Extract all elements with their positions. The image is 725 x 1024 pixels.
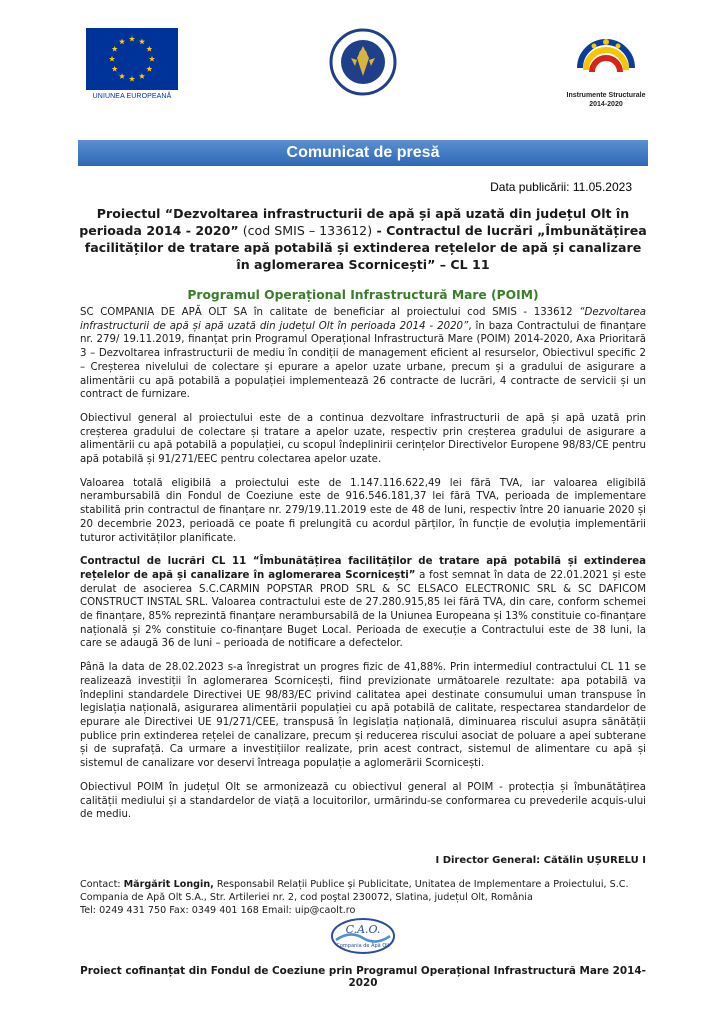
structural-instruments-logo [570,28,642,90]
contact-prefix: Contact: [80,879,124,890]
p4-text: a fost semnat în data de 22.01.2021 și este derulat de asocierea S.C.CARMIN POPSTAR PROD SRL & SC ELSACO ELECTRONIC SRL & SC DAFICOM CONSTRUCT INSTAL SRL. Valoarea contractului este de 27.280.915,85 lei fără TVA, din care, conform schemei de finanțare, 85% reprezintă finanțare nerambursabilă de la Uniunea Europeana și 13% constituie co-finanțare națională și 2% constituie co-finanțare Buget Local. Perioada de execuție a Contractului este de 38 luni, la care se adaugă 36 de luni – perioada de notificare a defectelor. [80,569,646,650]
contact-phone-email: Tel: 0249 431 750 Fax: 0349 401 168 Email: uip@caolt.ro [80,905,356,916]
footer-cofinancing-note: Proiect cofinanțat din Fondul de Coeziune prin Programul Operațional Infrastructură Mare 2014-2020 [80,965,646,989]
cao-logo-subtext: Compania de Apă Olt [336,943,390,949]
eu-flag-logo [86,28,178,90]
contact-line-1 [80,878,646,904]
publication-date: Data publicării: 11.05.2023 [490,180,632,194]
paragraph-progress: Până la data de 28.02.2023 s-a înregistrat un progres fizic de 41,88%. Prin intermediul contractului CL 11 se realizează investiții în aglomerarea Scornicești, fiind previzionate următoarele rezultate: apa potabilă va îndeplini standardele Directivei UE 98/83/EC privind calitatea apei destinate consumului uman transpuse în legislația națională, asigurarea alimentării populației cu apă potabilă de calitate, respectarea standardelor de epurare ale Directivei UE 91/271/CEE, transpusă în legislația națională, diminuarea riscului asupra sănătății publice prin extinderea rețelei de canalizare, precum și reducerea riscului asociat de poluare a apei subterane și de suprafață. Ca urmare a investițiilor realizate, prin acest contract, sistemul de alimentare cu apă și sistemul de canalizare vor deservi întreaga populație a aglomerării Scornicești. [80,662,646,770]
contact-block [80,878,646,917]
paragraph-contract [80,555,646,651]
paragraph-value: Valoarea totală eligibilă a proiectului este de 1.147.116.622,49 lei fără TVA, iar valoarea eligibilă nerambursabilă din Fondul de Coeziune este de 916.546.181,37 lei fără TVA, perioada de implementare stabilită prin contractul de finanțare nr. 279/19.11.2019 este de 48 de luni, respectiv între 20 ianuarie 2020 și 20 decembrie 2023, perioadă ce poate fi prelungită cu acordul părților, în funcție de evoluția implementării tuturor activităților planificate. [80,477,646,544]
header-logos [0,0,725,130]
document-title [78,205,648,273]
is-label-line2: 2014-2020 [589,101,623,108]
p4-contract-name: Contractul de lucrări CL 11 “Îmbunătățirea facilităților de tratare apă potabilă și extinderea rețelelor de apă și canalizare în aglomerarea Scornicești” [80,556,646,581]
cao-logo [330,916,396,956]
eu-label: UNIUNEA EUROPEANĂ [92,93,172,100]
p1-text-a: SC COMPANIA DE APĂ OLT SA în calitate de beneficiar al proiectului cod SMIS - 133612 [80,307,580,318]
paragraph-poim-objective: Obiectivul POIM în județul Olt se armonizează cu obiectivul general al POIM - protecția și îmbunătățirea calității mediului și a standardelor de viață a locuitorilor, urmărindu-se conformarea cu prevederile acquis-ului de mediu. [80,781,646,821]
is-label-line1: Instrumente Structurale [566,92,646,99]
press-release-banner: Comunicat de presă [78,140,648,166]
director-signature: I Director General: Cătălin UȘURELU I [435,855,646,866]
p1-project-name: “Dezvoltarea infrastructurii de apă și apă uzată din județul Olt în perioada 2014 - 2020” [80,307,646,332]
title-part-1: Proiectul “Dezvoltarea infrastructurii de apă și apă uzată din județul Olt în perioada 2014 - 2020” [79,206,630,238]
contact-address: Responsabil Relații Publice și Publicitate, Unitatea de Implementare a Proiectului, S.C. Compania de Apă Olt S.A., Str. Artileriei nr. 2, cod poştal 230072, Slatina, județul Olt, România [80,879,629,903]
cao-logo-text: C.A.O. [345,923,381,936]
structural-instruments-label [546,91,666,109]
government-seal-logo [329,28,397,96]
title-part-3: - Contractul de lucrări „Îmbunătățirea facilităților de tratare apă potabilă și extinderea rețelelor de apă și canalizare în aglomerarea Scornicești” – CL 11 [84,223,647,272]
contact-name: Mărgărit Longin, [123,879,214,890]
title-smis-code: (cod SMIS – 133612) [238,223,373,238]
p1-text-c: , în baza Contractului de finanțare nr. 279/ 19.11.2019, finanțat prin Programul Operațional Infrastructură Mare (POIM) 2014-2020, Axa Prioritară 3 – Dezvoltarea infrastructurii de mediu în condiții de management eficient al resurselor, Obiectivul specific 2 – Creșterea nivelului de colectare și epurare a apelor uzate urbane, precum și a gradului de asigurare a alimentării cu apă potabilă a populației implementează 26 contracte de lucrări, 4 contracte de servicii și un contract de furnizare. [80,320,646,401]
paragraph-objective: Obiectivul general al proiectului este de a continua dezvoltare infrastructurii de apă și apă uzată prin creșterea gradului de colectare și tratare a apelor uzate, respectiv prin creșterea gradului de asigurare a alimentării cu apă potabilă a populației, cu scopul îndeplinirii cerințelor Directivelor Europene 98/83/CE pentru apă potabilă și 91/271/EEC pentru colectarea apelor uzate. [80,412,646,466]
document-body [80,306,646,832]
paragraph-beneficiary [80,306,646,402]
program-name: Programul Operațional Infrastructură Mare (POIM) [187,288,539,302]
